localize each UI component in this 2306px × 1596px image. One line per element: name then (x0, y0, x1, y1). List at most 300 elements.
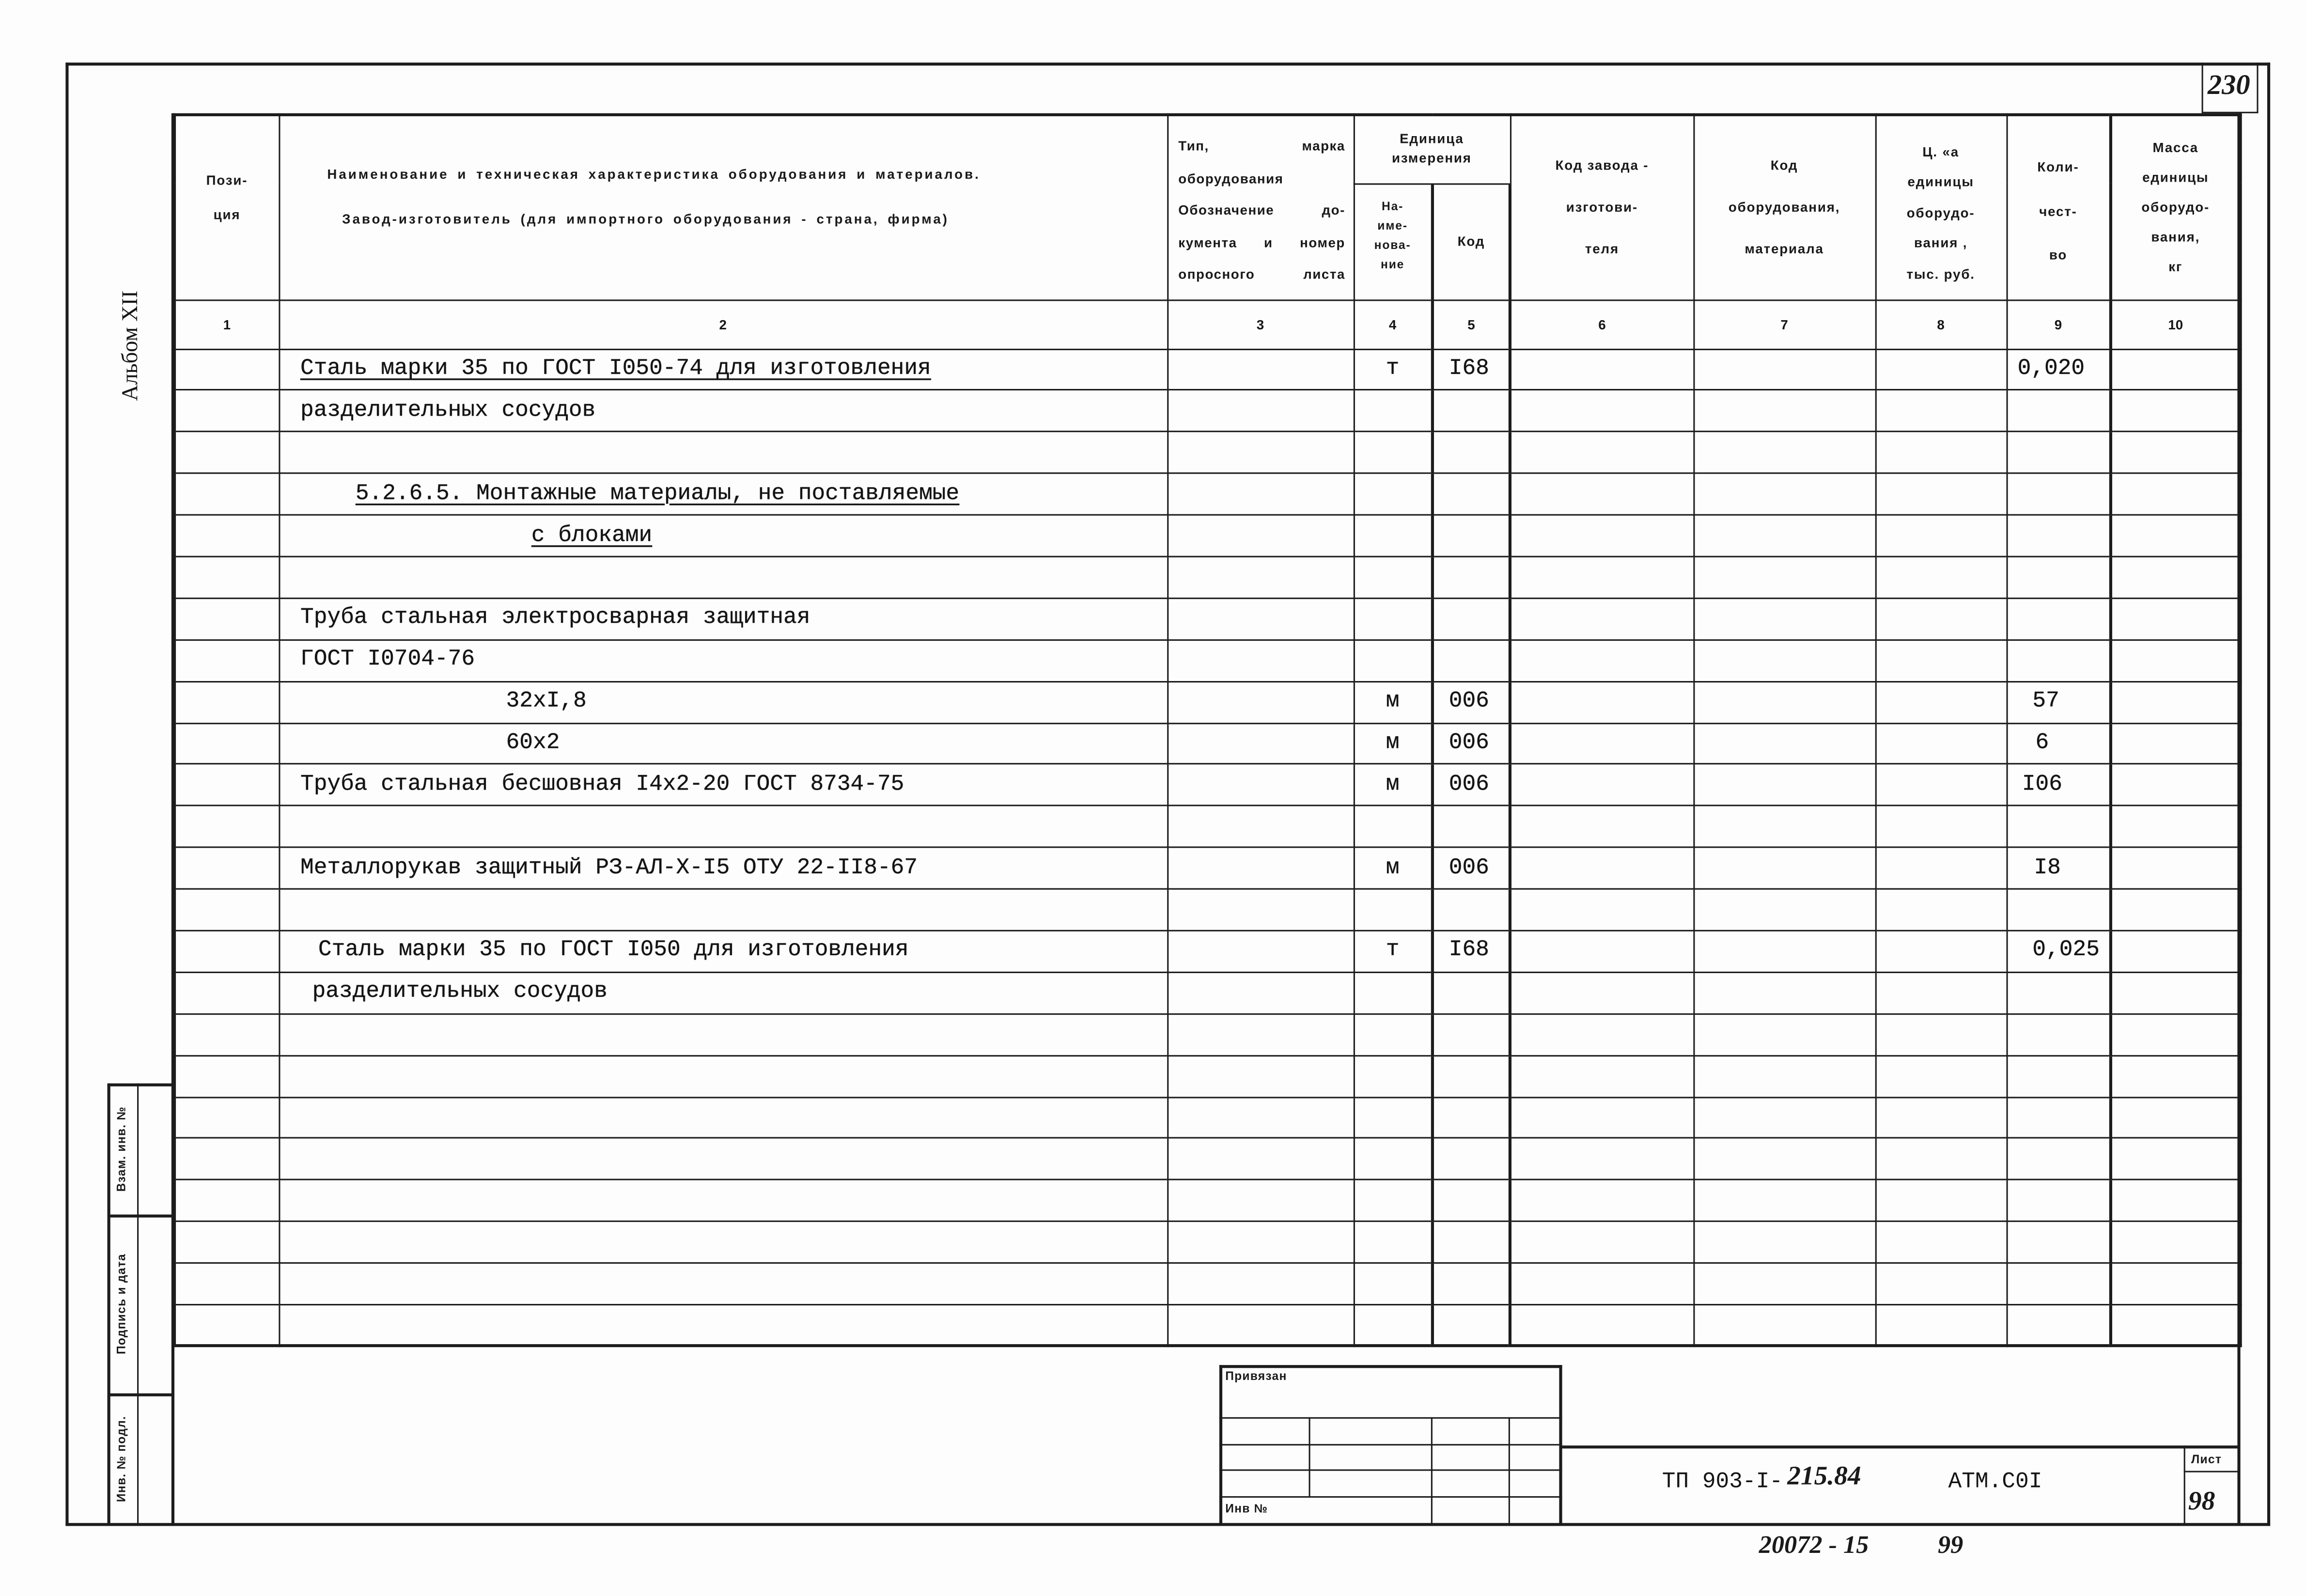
cell-price (1875, 557, 2007, 598)
cell-name (279, 1305, 1167, 1347)
cell-material-code (1693, 889, 1875, 930)
table-row (174, 806, 2241, 848)
header-quantity (2007, 115, 2111, 299)
cell-mass (2111, 1014, 2241, 1055)
cell-factory-code (1510, 1097, 1693, 1138)
table-row (174, 390, 2241, 432)
table-row (174, 598, 2241, 640)
section-code: АТМ.С0I (1948, 1469, 2042, 1495)
cell-price (1875, 848, 2007, 889)
header-mass (2111, 115, 2241, 299)
cell-material-code (1693, 1222, 1875, 1263)
cell-material-code (1693, 1180, 1875, 1222)
cell-unit-code-text: I68 (1449, 356, 1489, 382)
cell-position (174, 806, 279, 848)
cell-mass (2111, 390, 2241, 432)
cell-price (1875, 1138, 2007, 1180)
cell-type-document (1167, 889, 1354, 930)
cell-price (1875, 1180, 2007, 1222)
album-label: Альбом XII (119, 290, 143, 401)
cell-unit-code-text: 006 (1449, 854, 1489, 881)
binding-box-row-line (1219, 1496, 1562, 1498)
cell-type-document (1167, 390, 1354, 432)
cell-type-document (1167, 1305, 1354, 1347)
cell-type-document (1167, 557, 1354, 598)
cell-unit-code (1433, 432, 1510, 474)
frame-top-line (65, 62, 2270, 65)
cell-mass (2111, 1263, 2241, 1305)
cell-unit-name (1354, 1138, 1433, 1180)
cell-unit-code (1433, 1263, 1510, 1305)
cell-unit-code (1433, 1305, 1510, 1347)
cell-material-code (1693, 598, 1875, 640)
stamp-signature-date-label: Подпись и дата (114, 1254, 128, 1355)
cell-mass (2111, 681, 2241, 723)
cell-quantity (2007, 1097, 2111, 1138)
stamp-strip-left (108, 1084, 110, 1525)
cell-mass (2111, 1305, 2241, 1347)
cell-unit-code (1433, 515, 1510, 557)
cell-name (279, 1014, 1167, 1055)
cell-position (174, 681, 279, 723)
cell-position (174, 1180, 279, 1222)
cell-position (174, 972, 279, 1014)
cell-type-document (1167, 349, 1354, 390)
cell-unit-code (1433, 1055, 1510, 1097)
cell-position (174, 557, 279, 598)
cell-factory-code (1510, 723, 1693, 764)
table-row (174, 972, 2241, 1014)
header-unit-group-text: Единица (1400, 131, 1464, 147)
header-type-text: кумента и номер (1178, 235, 1345, 250)
cell-position (174, 432, 279, 474)
cell-position (174, 848, 279, 889)
binding-inv-label: Инв № (1225, 1502, 1268, 1516)
cell-factory-code (1510, 764, 1693, 806)
cell-unit-code (1433, 889, 1510, 930)
cell-mass (2111, 557, 2241, 598)
cell-type-document (1167, 1180, 1354, 1222)
cell-unit-name (1354, 1180, 1433, 1222)
cell-unit-name (1354, 1014, 1433, 1055)
cell-position (174, 390, 279, 432)
stamp-strip-sep-2 (108, 1394, 173, 1396)
cell-name-text: разделительных сосудов (300, 397, 596, 423)
header-type-text: оборудования (1178, 171, 1284, 186)
cell-unit-code-text: 006 (1449, 688, 1489, 714)
header-quantity-text: Коли- (2037, 159, 2079, 175)
cell-name (279, 473, 1167, 515)
cell-name-text: с блоками (531, 522, 653, 548)
cell-mass (2111, 764, 2241, 806)
header-price-text: Ц. «а (1922, 144, 1960, 159)
cell-mass (2111, 889, 2241, 930)
cell-mass (2111, 723, 2241, 764)
header-unit-name (1354, 183, 1433, 299)
cell-quantity-text: I06 (2022, 772, 2062, 797)
cell-name (279, 723, 1167, 764)
specification-table (173, 113, 2242, 1348)
cell-type-document (1167, 1263, 1354, 1305)
cell-mass (2111, 1180, 2241, 1222)
table-row (174, 681, 2241, 723)
cell-name (279, 598, 1167, 640)
cell-material-code (1693, 349, 1875, 390)
cell-unit-name-text: т (1386, 356, 1400, 382)
cell-type-document (1167, 1138, 1354, 1180)
cell-name-text: Сталь марки 35 по ГОСТ I050-74 для изготовления (300, 356, 931, 382)
cell-unit-name (1354, 848, 1433, 889)
header-factory-code-text: Код завода - (1555, 157, 1649, 173)
cell-unit-name (1354, 349, 1433, 390)
cell-unit-name (1354, 806, 1433, 848)
cell-price (1875, 889, 2007, 930)
cell-name (279, 1055, 1167, 1097)
cell-position (174, 1055, 279, 1097)
cell-mass (2111, 432, 2241, 474)
cell-unit-name (1354, 515, 1433, 557)
cell-price (1875, 1222, 2007, 1263)
cell-name (279, 1263, 1167, 1305)
cell-material-code (1693, 972, 1875, 1014)
cell-quantity (2007, 515, 2111, 557)
cell-quantity (2007, 930, 2111, 972)
header-name (279, 115, 1167, 299)
header-unit-name-text: ние (1380, 258, 1405, 272)
sheet-box-divider (2184, 1471, 2239, 1472)
cell-type-document (1167, 723, 1354, 764)
binding-box-row-line (1219, 1444, 1562, 1445)
column-number: 5 (1433, 299, 1510, 349)
table-row (174, 848, 2241, 889)
column-number: 1 (174, 299, 279, 349)
header-mass-text: единицы (2142, 169, 2209, 185)
cell-quantity (2007, 349, 2111, 390)
header-manufacturer-text: Завод-изготовитель (для импортного оборудования - страна, фирма) (342, 211, 949, 226)
cell-unit-name-text: м (1386, 730, 1400, 756)
cell-factory-code (1510, 473, 1693, 515)
header-position-text: Пози- (206, 172, 248, 187)
cell-quantity (2007, 1222, 2111, 1263)
cell-mass (2111, 1222, 2241, 1263)
cell-price (1875, 640, 2007, 682)
cell-price (1875, 473, 2007, 515)
table-row (174, 1014, 2241, 1055)
cell-material-code (1693, 1138, 1875, 1180)
header-unit-name-text: име- (1377, 218, 1408, 232)
table-row (174, 557, 2241, 598)
cell-quantity (2007, 432, 2111, 474)
cell-material-code (1693, 1305, 1875, 1347)
cell-factory-code (1510, 432, 1693, 474)
cell-mass (2111, 1055, 2241, 1097)
cell-position (174, 889, 279, 930)
cell-material-code (1693, 432, 1875, 474)
stamp-strip-sep-1 (108, 1214, 173, 1217)
header-type-text: Обозначение до- (1178, 203, 1345, 218)
binding-box-top (1219, 1365, 1562, 1367)
header-price-text: вания , (1914, 235, 1968, 251)
header-material-code-text: оборудования, (1728, 199, 1840, 215)
cell-unit-name (1354, 640, 1433, 682)
cell-position (174, 1138, 279, 1180)
cell-material-code (1693, 515, 1875, 557)
header-type-text: Тип, марка (1178, 139, 1345, 154)
table-row (174, 1222, 2241, 1263)
cell-price (1875, 681, 2007, 723)
cell-quantity (2007, 806, 2111, 848)
cell-position (174, 598, 279, 640)
page-number-box-right (2257, 62, 2259, 113)
cell-quantity-text: I8 (2034, 854, 2061, 881)
cell-name-text: Металлорукав защитный РЗ-АЛ-Х-I5 ОТУ 22-II8-67 (300, 854, 918, 881)
cell-name (279, 432, 1167, 474)
header-unit-name-text: На- (1381, 199, 1404, 213)
cell-material-code (1693, 930, 1875, 972)
cell-position (174, 1014, 279, 1055)
cell-unit-name (1354, 1305, 1433, 1347)
cell-factory-code (1510, 640, 1693, 682)
cell-name-text: 60х2 (506, 730, 560, 756)
cell-unit-code (1433, 764, 1510, 806)
cell-factory-code (1510, 1305, 1693, 1347)
cell-type-document (1167, 848, 1354, 889)
header-unit-group (1354, 115, 1510, 184)
cell-unit-code-text: I68 (1449, 938, 1489, 963)
header-price (1875, 115, 2007, 299)
table-row (174, 1055, 2241, 1097)
cell-price (1875, 1097, 2007, 1138)
cell-unit-name (1354, 889, 1433, 930)
cell-position (174, 473, 279, 515)
cell-position (174, 640, 279, 682)
cell-name (279, 889, 1167, 930)
frame-right-line (2267, 62, 2270, 1526)
cell-name (279, 681, 1167, 723)
cell-unit-name-text: м (1386, 854, 1400, 881)
table-row (174, 723, 2241, 764)
cell-material-code (1693, 1097, 1875, 1138)
cell-unit-code (1433, 473, 1510, 515)
cell-price (1875, 349, 2007, 390)
page-number: 230 (2207, 70, 2250, 102)
cell-name (279, 1180, 1167, 1222)
table-row (174, 1180, 2241, 1222)
cell-name-text: 5.2.6.5. Монтажные материалы, не поставляемые (355, 480, 960, 506)
cell-unit-code (1433, 1097, 1510, 1138)
designation-typed: ТП 903-I- (1662, 1469, 1783, 1495)
cell-unit-name (1354, 930, 1433, 972)
cell-unit-code (1433, 1180, 1510, 1222)
cell-material-code (1693, 557, 1875, 598)
cell-type-document (1167, 598, 1354, 640)
table-row (174, 1305, 2241, 1347)
cell-unit-name (1354, 432, 1433, 474)
cell-name (279, 1222, 1167, 1263)
cell-price (1875, 1055, 2007, 1097)
cell-type-document (1167, 972, 1354, 1014)
cell-name-text: 32хI,8 (506, 688, 587, 714)
cell-type-document (1167, 1014, 1354, 1055)
cell-material-code (1693, 1263, 1875, 1305)
cell-name (279, 848, 1167, 889)
cell-factory-code (1510, 1055, 1693, 1097)
cell-factory-code (1510, 806, 1693, 848)
cell-position (174, 723, 279, 764)
table-row (174, 930, 2241, 972)
column-number: 3 (1167, 299, 1354, 349)
cell-position (174, 1263, 279, 1305)
cell-mass (2111, 349, 2241, 390)
cell-price (1875, 930, 2007, 972)
sheet-box-left (2184, 1445, 2186, 1524)
header-position (174, 115, 279, 299)
cell-position (174, 349, 279, 390)
cell-unit-name (1354, 972, 1433, 1014)
binding-box-col-line (1431, 1417, 1433, 1525)
cell-price (1875, 1263, 2007, 1305)
cell-unit-code-text: 006 (1449, 772, 1489, 797)
cell-factory-code (1510, 930, 1693, 972)
header-material-code-text: материала (1745, 241, 1824, 256)
cell-name-text: Труба стальная электросварная защитная (300, 605, 810, 631)
cell-unit-code (1433, 848, 1510, 889)
cell-unit-code (1433, 1138, 1510, 1180)
cell-mass (2111, 848, 2241, 889)
cell-price (1875, 432, 2007, 474)
frame-left-line (65, 62, 68, 1526)
cell-name (279, 515, 1167, 557)
cell-price (1875, 764, 2007, 806)
header-material-code-text: Код (1770, 157, 1798, 173)
cell-mass (2111, 640, 2241, 682)
cell-material-code (1693, 640, 1875, 682)
cell-type-document (1167, 473, 1354, 515)
sheet-number: 98 (2188, 1486, 2215, 1516)
cell-factory-code (1510, 972, 1693, 1014)
cell-price (1875, 806, 2007, 848)
binding-box-row-line (1219, 1470, 1562, 1471)
column-number: 2 (279, 299, 1167, 349)
cell-position (174, 1222, 279, 1263)
cell-unit-name-text: м (1386, 688, 1400, 714)
cell-mass (2111, 972, 2241, 1014)
cell-unit-code (1433, 681, 1510, 723)
cell-factory-code (1510, 598, 1693, 640)
cell-quantity (2007, 1263, 2111, 1305)
cell-name (279, 349, 1167, 390)
cell-factory-code (1510, 1222, 1693, 1263)
header-type-document (1167, 115, 1354, 299)
cell-name-text: Сталь марки 35 по ГОСТ I050 для изготовления (318, 938, 909, 963)
cell-factory-code (1510, 515, 1693, 557)
cell-unit-name (1354, 1055, 1433, 1097)
cell-quantity (2007, 598, 2111, 640)
binding-label: Привязан (1225, 1369, 1287, 1383)
frame-bottom-line (65, 1523, 2270, 1525)
header-quantity-text: во (2049, 248, 2068, 263)
binding-box-col-line (1509, 1417, 1511, 1525)
cell-material-code (1693, 764, 1875, 806)
cell-material-code (1693, 848, 1875, 889)
cell-mass (2111, 515, 2241, 557)
cell-type-document (1167, 806, 1354, 848)
stamp-replaced-inv-label: Взам. инв. № (114, 1106, 128, 1192)
header-name-text: Наименование и техническая характеристика оборудования и материалов. (327, 166, 981, 182)
cell-name (279, 1097, 1167, 1138)
cell-factory-code (1510, 390, 1693, 432)
header-factory-code (1510, 115, 1693, 299)
cell-unit-code (1433, 390, 1510, 432)
cell-type-document (1167, 930, 1354, 972)
cell-name (279, 930, 1167, 972)
cell-price (1875, 723, 2007, 764)
cell-type-document (1167, 681, 1354, 723)
cell-type-document (1167, 515, 1354, 557)
cell-factory-code (1510, 557, 1693, 598)
sheet-label: Лист (2191, 1453, 2222, 1467)
cell-unit-name (1354, 681, 1433, 723)
cell-quantity (2007, 972, 2111, 1014)
cell-material-code (1693, 806, 1875, 848)
cell-mass (2111, 930, 2241, 972)
cell-unit-code (1433, 349, 1510, 390)
designation-handwritten: 215.84 (1787, 1460, 1861, 1490)
cell-unit-code (1433, 640, 1510, 682)
table-row (174, 764, 2241, 806)
cell-factory-code (1510, 889, 1693, 930)
cell-price (1875, 1305, 2007, 1347)
cell-quantity (2007, 764, 2111, 806)
cell-quantity (2007, 723, 2111, 764)
cell-unit-name (1354, 723, 1433, 764)
cell-unit-code (1433, 598, 1510, 640)
header-factory-code-text: теля (1585, 241, 1619, 256)
cell-quantity-text: 6 (2035, 730, 2049, 756)
binding-box-row-line (1219, 1417, 1562, 1419)
cell-quantity-text: 57 (2032, 688, 2059, 714)
table-row (174, 349, 2241, 390)
cell-material-code (1693, 1014, 1875, 1055)
cell-unit-code (1433, 972, 1510, 1014)
cell-quantity (2007, 1014, 2111, 1055)
cell-quantity (2007, 1138, 2111, 1180)
cell-name (279, 972, 1167, 1014)
table-row (174, 473, 2241, 515)
cell-quantity (2007, 473, 2111, 515)
cell-price (1875, 390, 2007, 432)
cell-unit-code (1433, 930, 1510, 972)
cell-factory-code (1510, 1263, 1693, 1305)
cell-material-code (1693, 390, 1875, 432)
cell-quantity (2007, 1305, 2111, 1347)
table-row (174, 515, 2241, 557)
cell-factory-code (1510, 1138, 1693, 1180)
cell-name (279, 1138, 1167, 1180)
cell-unit-name (1354, 1222, 1433, 1263)
cell-unit-name (1354, 1263, 1433, 1305)
cell-mass (2111, 1138, 2241, 1180)
cell-factory-code (1510, 1180, 1693, 1222)
cell-price (1875, 515, 2007, 557)
table-row (174, 1097, 2241, 1138)
cell-material-code (1693, 1055, 1875, 1097)
header-mass-text: оборудо- (2141, 199, 2210, 215)
cell-name (279, 764, 1167, 806)
cell-quantity (2007, 889, 2111, 930)
cell-unit-code (1433, 806, 1510, 848)
cell-quantity (2007, 1180, 2111, 1222)
